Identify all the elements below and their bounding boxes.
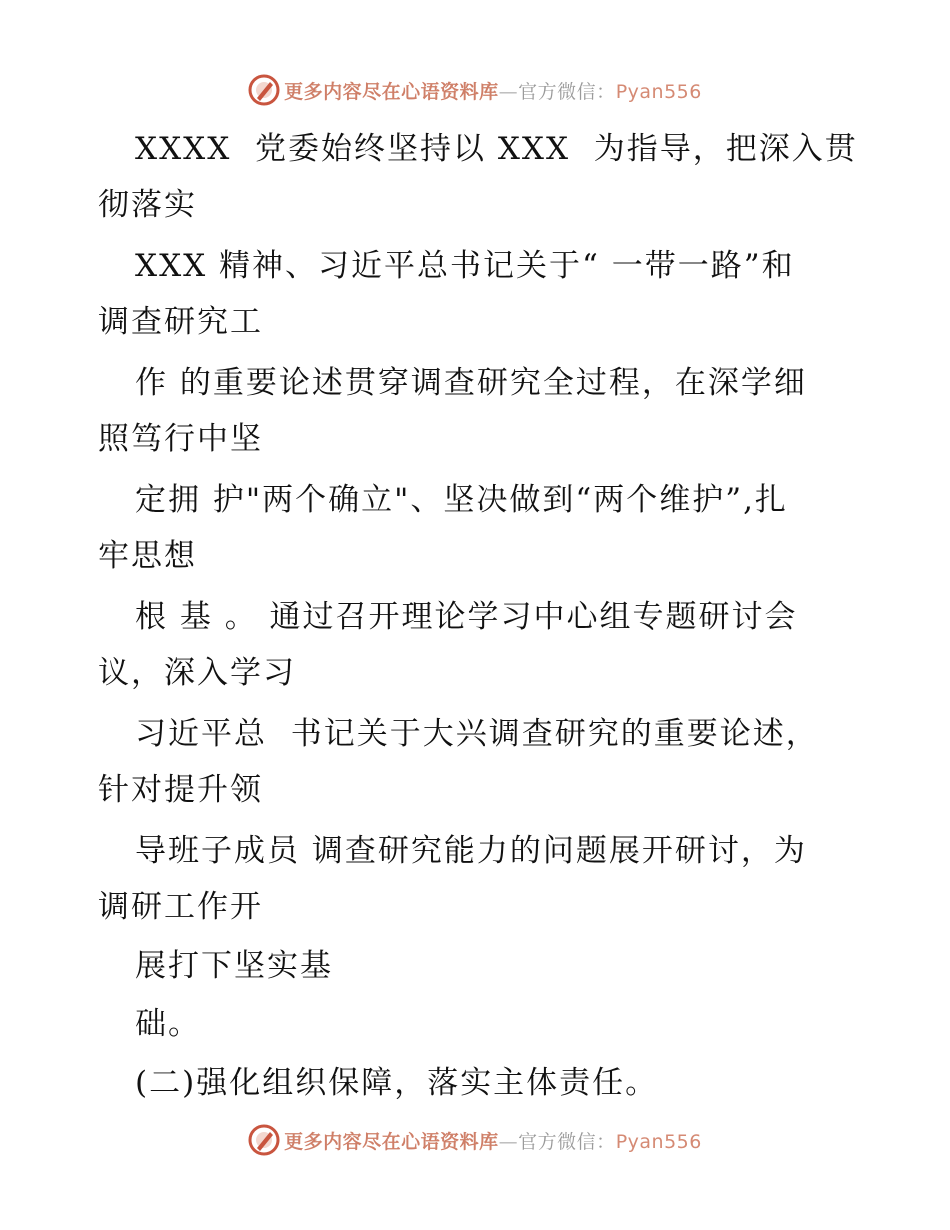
watermark-separator: — <box>498 1130 519 1153</box>
text-line: 调查研究工 <box>98 304 263 340</box>
watermark-sub: 官方微信： <box>518 80 616 103</box>
text-line: 定拥 护"两个确立"、坚决做到“两个维护”,扎 <box>135 482 788 518</box>
watermark-text <box>284 1127 702 1154</box>
watermark-id: Pyan556 <box>615 80 702 103</box>
text-line: 导班子成员 调查研究能力的问题展开研讨，为 <box>135 833 807 869</box>
footer-watermark <box>0 1120 950 1160</box>
text-line: 根 基 。 通过召开理论学习中心组专题研讨会 <box>135 599 798 635</box>
watermark-main: 更多内容尽在心语资料库 <box>284 80 499 103</box>
watermark-text <box>284 77 702 104</box>
text-line: 彻落实 <box>98 187 197 223</box>
watermark-separator: — <box>498 80 519 103</box>
text-line: 作 的重要论述贯穿调查研究全过程，在深学细 <box>135 365 807 401</box>
watermark-id: Pyan556 <box>615 1130 702 1153</box>
section-heading: (二)强化组织保障，落实主体责任。 <box>135 1065 659 1101</box>
text-line: 习近平总 书记关于大兴调查研究的重要论述， <box>135 716 819 752</box>
text-line: 展打下坚实基 <box>135 948 333 984</box>
text-line: XXX 精神、习近平总书记关于“ 一带一路”和 <box>135 248 795 284</box>
watermark-sub: 官方微信： <box>518 1130 616 1153</box>
text-line: 调研工作开 <box>98 889 263 925</box>
pen-logo-icon <box>248 74 280 106</box>
pen-logo-icon <box>248 1124 280 1156</box>
watermark-main: 更多内容尽在心语资料库 <box>284 1130 499 1153</box>
text-line: 牢思想 <box>98 538 197 574</box>
text-line: 照笃行中坚 <box>98 421 263 457</box>
text-line: 议，深入学习 <box>98 655 296 691</box>
header-watermark <box>0 70 950 110</box>
text-line: XXXX 党委始终坚持以 XXX 为指导，把深入贯 <box>135 131 858 167</box>
text-line: 针对提升领 <box>98 772 263 808</box>
text-line: 础。 <box>135 1006 201 1042</box>
